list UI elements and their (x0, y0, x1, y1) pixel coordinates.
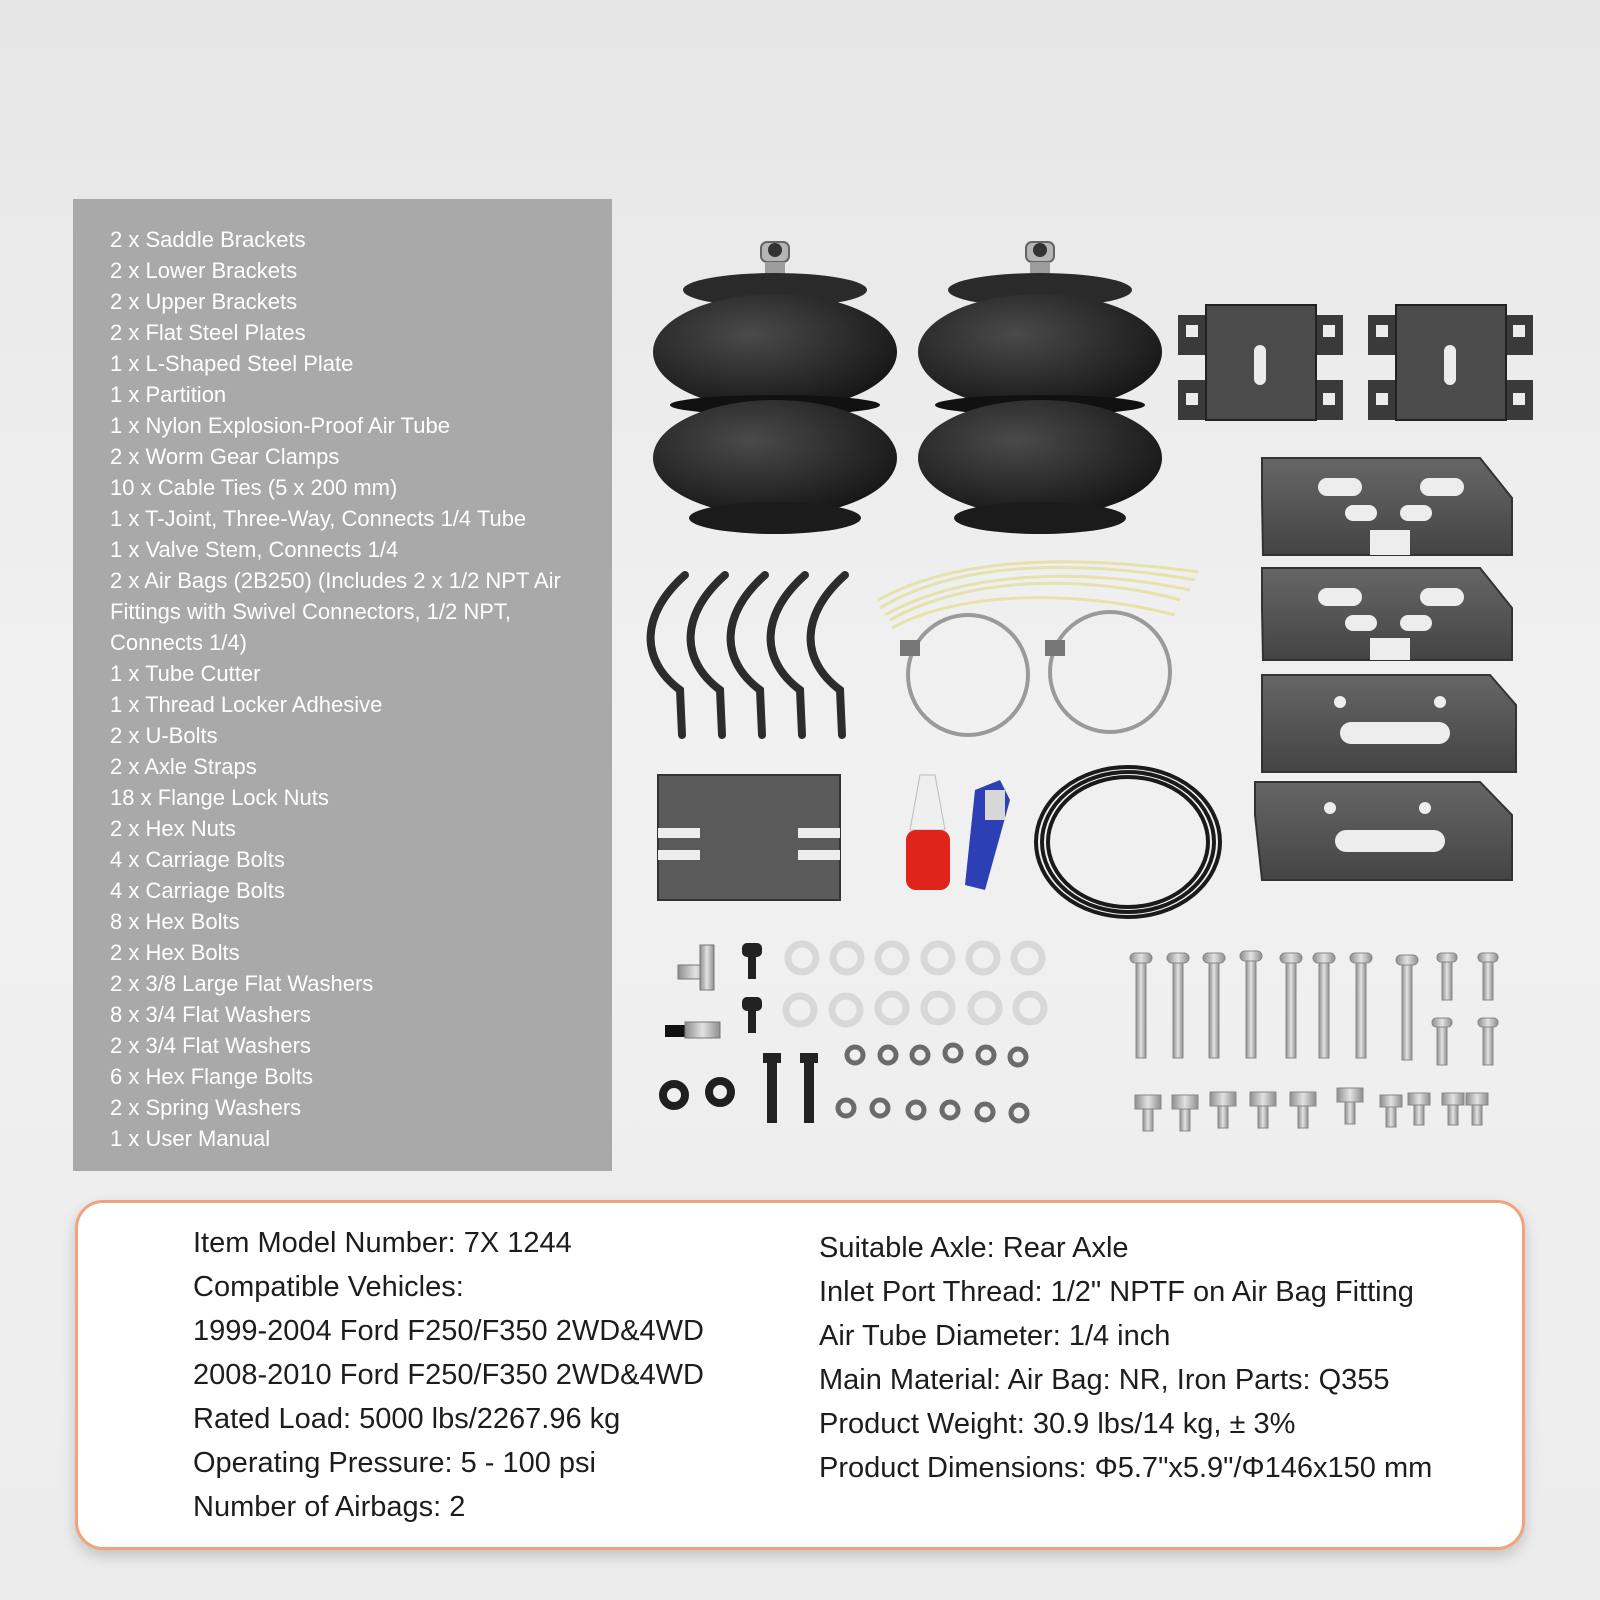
parts-list-item: 1 x Nylon Explosion-Proof Air Tube (110, 413, 450, 438)
parts-list-item: 2 x Saddle Brackets (110, 227, 306, 252)
specifications-box (75, 1200, 1525, 1550)
specifications-right (819, 1226, 1432, 1490)
t-joint (678, 945, 714, 990)
parts-list-item: 1 x User Manual (110, 1126, 271, 1151)
parts-list-item: 2 x 3/8 Large Flat Washers (110, 971, 374, 996)
cable-ties (878, 562, 1198, 628)
spec-item: Product Dimensions: Φ5.7"x5.9"/Φ146x150 mm (819, 1452, 1433, 1484)
lower-bracket (1255, 782, 1512, 880)
carriage-bolts (1130, 951, 1498, 1065)
parts-list-item: 1 x Thread Locker Adhesive (110, 692, 383, 717)
axle-strap (651, 575, 845, 735)
flange-lock-nuts (838, 1045, 1027, 1121)
parts-list-item: 2 x Flat Steel Plates (110, 320, 306, 345)
parts-list-item: 1 x Partition (110, 382, 227, 407)
parts-list-item: 1 x Tube Cutter (110, 661, 261, 686)
saddle-bracket (1178, 305, 1343, 420)
parts-list-item: 2 x U-Bolts (110, 723, 218, 748)
parts-list-item: 2 x Air Bags (2B250) (Includes 2 x 1/2 NPT Air Fittings with Swivel Connectors, 1/2 NPT, Connects 1/4) (110, 568, 561, 655)
tube-cutter (965, 780, 1010, 890)
spec-item: Air Tube Diameter: 1/4 inch (819, 1320, 1171, 1352)
parts-list-item: 18 x Flange Lock Nuts (110, 785, 329, 810)
hex-flange-bolts (1135, 1088, 1488, 1131)
partition-plate (658, 775, 840, 900)
spec-item: Main Material: Air Bag: NR, Iron Parts: Q355 (819, 1364, 1390, 1396)
clamp-screw (1045, 640, 1065, 656)
worm-gear-clamp (908, 612, 1170, 735)
air-bag (918, 242, 1162, 534)
parts-list-item: 10 x Cable Ties (5 x 200 mm) (110, 475, 398, 500)
parts-list-item: 4 x Carriage Bolts (110, 847, 285, 872)
parts-list-item: 2 x Axle Straps (110, 754, 257, 779)
parts-list-item: 2 x Spring Washers (110, 1095, 302, 1120)
upper-bracket (1262, 458, 1512, 555)
spec-item: 1999-2004 Ford F250/F350 2WD&4WD (193, 1315, 704, 1347)
spec-item: Inlet Port Thread: 1/2" NPTF on Air Bag Fitting (819, 1276, 1414, 1308)
parts-list-item: 2 x Worm Gear Clamps (110, 444, 340, 469)
parts-list-item: 1 x T-Joint, Three-Way, Connects 1/4 Tube (110, 506, 527, 531)
flat-washers (786, 944, 1044, 1024)
upper-bracket (1262, 568, 1512, 660)
parts-list-item: 8 x 3/4 Flat Washers (110, 1002, 311, 1027)
air-tube (1036, 767, 1220, 917)
air-bag (653, 242, 897, 534)
spec-item: Operating Pressure: 5 - 100 psi (193, 1447, 596, 1479)
spec-item: Number of Airbags: 2 (193, 1491, 466, 1523)
valve-stem (665, 1022, 720, 1038)
saddle-bracket (1368, 305, 1533, 420)
parts-list-item: 2 x Upper Brackets (110, 289, 298, 314)
spring-washer (663, 1081, 731, 1106)
parts-list-item: 6 x Hex Flange Bolts (110, 1064, 313, 1089)
specifications-left (193, 1221, 704, 1529)
spec-item: Item Model Number: 7X 1244 (193, 1227, 572, 1259)
spec-item: Rated Load: 5000 lbs/2267.96 kg (193, 1403, 621, 1435)
parts-list-item: 2 x Hex Nuts (110, 816, 236, 841)
parts-list-item: 2 x 3/4 Flat Washers (110, 1033, 311, 1058)
parts-list-item: 2 x Lower Brackets (110, 258, 298, 283)
thread-locker-bottle (906, 775, 950, 890)
clamp-screw (900, 640, 920, 656)
parts-list-item: 2 x Hex Bolts (110, 940, 240, 965)
parts-list-item: 4 x Carriage Bolts (110, 878, 285, 903)
spec-item: 2008-2010 Ford F250/F350 2WD&4WD (193, 1359, 704, 1391)
parts-list-item: 1 x L-Shaped Steel Plate (110, 351, 354, 376)
parts-list-item: 8 x Hex Bolts (110, 909, 240, 934)
spec-item: Suitable Axle: Rear Axle (819, 1232, 1129, 1264)
parts-list-item: 1 x Valve Stem, Connects 1/4 (110, 537, 399, 562)
lower-bracket (1262, 675, 1516, 772)
spec-item: Product Weight: 30.9 lbs/14 kg, ± 3% (819, 1408, 1296, 1440)
spec-item: Compatible Vehicles: (193, 1271, 464, 1303)
